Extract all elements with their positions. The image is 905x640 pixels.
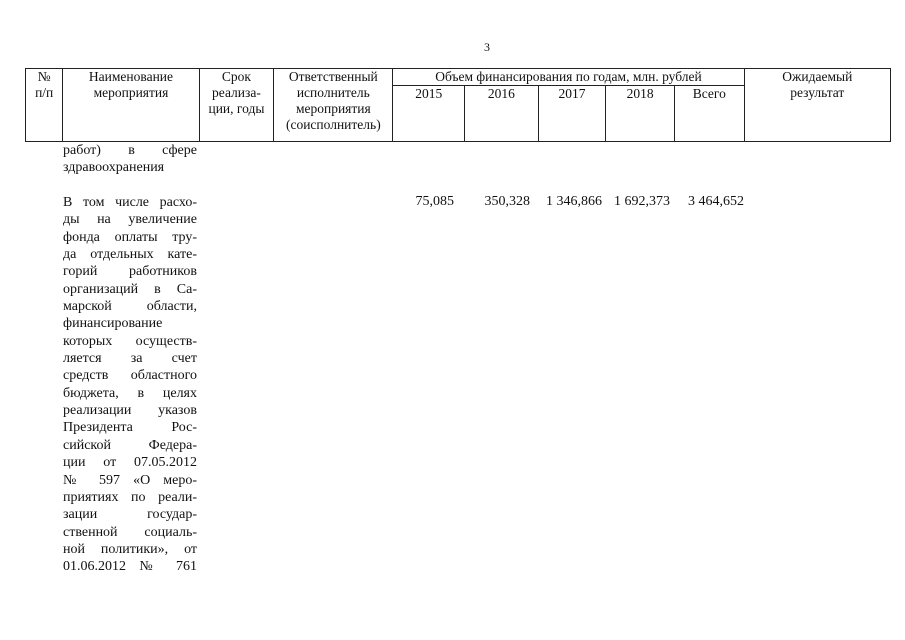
text-line: бюджета, в целях [63, 385, 197, 401]
col-name-line: мероприятия [93, 85, 169, 100]
text-line: да отдельных кате- [63, 247, 197, 263]
text-line: реализации указов [63, 403, 197, 419]
year-2018-header: 2018 [606, 86, 675, 142]
text-line: горий работников [63, 264, 197, 280]
text-line: ственной социаль- [63, 524, 197, 540]
year-2015-header: 2015 [393, 86, 465, 142]
text-line: ции от 07.05.2012 [63, 455, 197, 471]
continuation-text [63, 142, 197, 177]
text-line: финансирование [63, 316, 163, 332]
financing-table-header [25, 68, 891, 142]
col-result-header [744, 69, 890, 142]
value-total: 3 464,652 [688, 194, 744, 209]
col-executor-header [274, 69, 393, 142]
text-line: сийской Федера- [63, 437, 197, 453]
text-line: организаций в Са- [63, 281, 197, 297]
text-line: № 597 «О меро- [63, 472, 197, 488]
text-line: здравоохранения [63, 160, 165, 176]
col-term-line: Срок [221, 69, 251, 84]
text-line: работ) в сфере [63, 143, 197, 158]
text-line: ды на увеличение [63, 212, 197, 228]
value-2015: 75,085 [415, 194, 454, 209]
col-term-line: реализа- [212, 85, 261, 100]
col-financing-header: Объем финансирования по годам, млн. рублей [393, 69, 744, 86]
text-line: 01.06.2012 № 761 [63, 559, 197, 575]
value-2018: 1 692,373 [614, 194, 670, 209]
col-number-header [26, 69, 63, 142]
text-line: зации государ- [63, 507, 197, 523]
col-result-line: результат [790, 85, 845, 100]
col-number-line: № [37, 69, 51, 84]
text-line: которых осуществ- [63, 333, 197, 349]
year-2017-header: 2017 [538, 86, 606, 142]
col-name-header [63, 69, 199, 142]
text-line: В том числе расхо- [63, 195, 197, 210]
col-number-line: п/п [35, 85, 54, 100]
text-line: ляется за счет [63, 351, 197, 367]
text-line: фонда оплаты тру- [63, 229, 197, 245]
text-line: марской области, [63, 299, 197, 315]
value-2017: 1 346,866 [546, 194, 602, 209]
text-line: средств областного [63, 368, 197, 384]
col-executor-line: исполнитель [296, 85, 370, 100]
col-term-header [199, 69, 274, 142]
year-2016-header: 2016 [465, 86, 539, 142]
col-result-line: Ожидаемый [782, 69, 853, 84]
col-executor-line: (соисполнитель) [285, 117, 381, 132]
col-name-line: Наименование [88, 69, 174, 84]
total-header: Всего [674, 86, 744, 142]
item-description [63, 194, 197, 576]
col-term-line: ции, годы [208, 101, 265, 116]
col-executor-line: Ответственный [288, 69, 378, 84]
col-executor-line: мероприятия [295, 101, 371, 116]
text-line: Президента Рос- [63, 420, 197, 436]
text-line: ной политики», от [63, 541, 197, 557]
text-line: приятиях по реали- [63, 489, 197, 505]
page-number: 3 [484, 40, 490, 54]
value-2016: 350,328 [484, 194, 530, 209]
